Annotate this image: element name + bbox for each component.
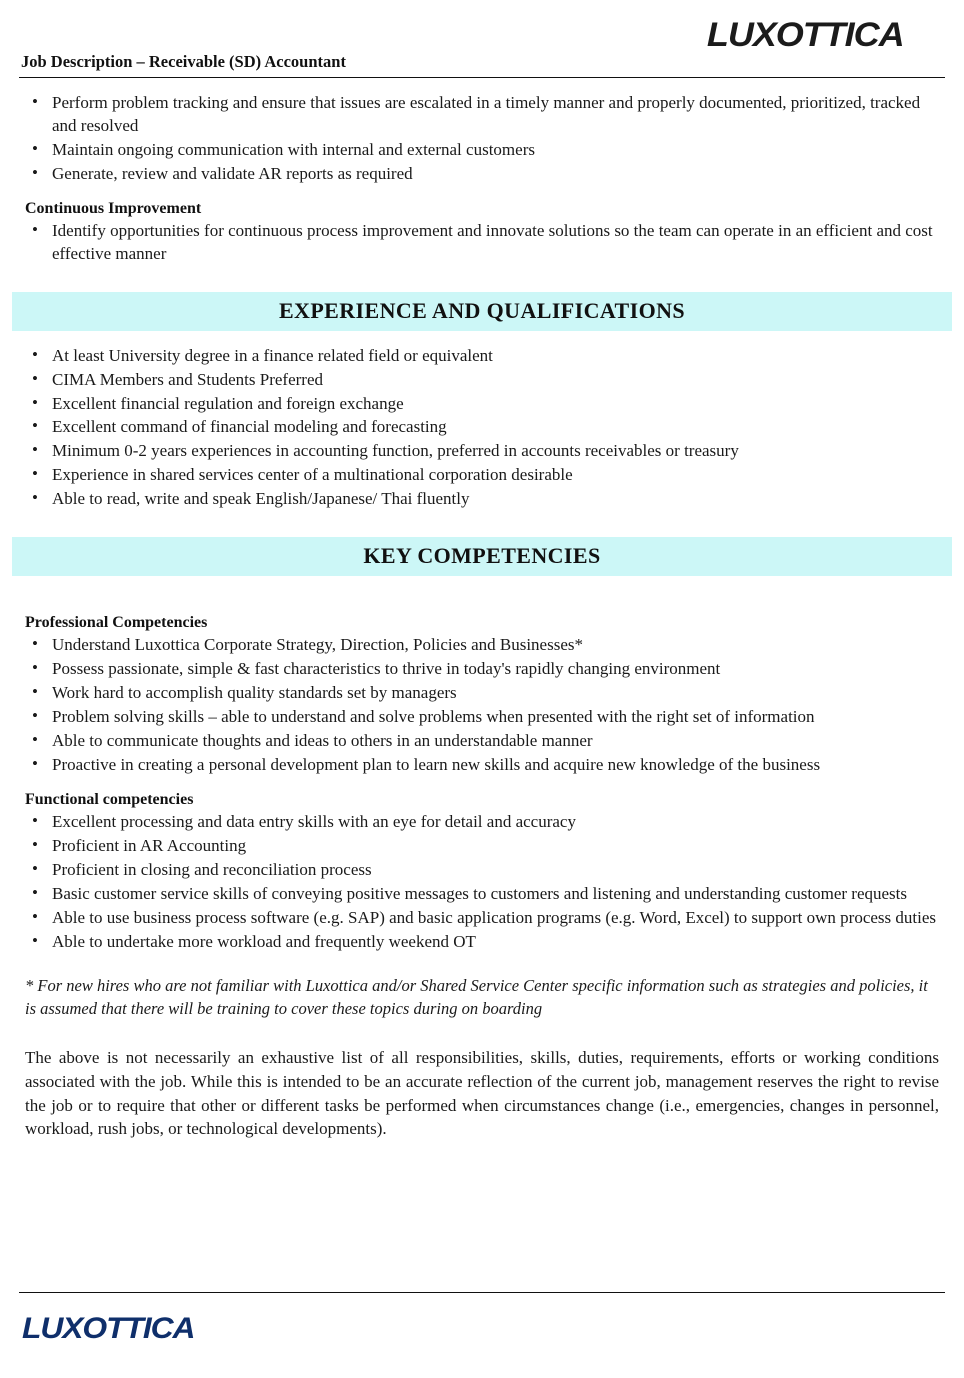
experience-bullet-list xyxy=(22,345,942,512)
header-divider xyxy=(19,77,945,78)
list-item: • Basic customer service skills of conveying positive messages to customers and listening and understanding customer requests xyxy=(22,883,942,906)
footer-divider xyxy=(19,1292,945,1293)
list-item: • Minimum 0-2 years experiences in accounting function, preferred in accounts receivables or treasury xyxy=(22,440,942,463)
list-item: • Perform problem tracking and ensure that issues are escalated in a timely manner and properly documented, prioritized, tracked and resolved xyxy=(22,92,942,138)
footnote-text: * For new hires who are not familiar with Luxottica and/or Shared Service Center specific information such as strategies and policies, it is assumed that there will be training to cover these topics during on boarding xyxy=(25,976,928,1018)
list-item: • CIMA Members and Students Preferred xyxy=(22,369,942,392)
luxottica-logo: LUXOTTICA xyxy=(707,16,904,54)
list-item: • Proficient in closing and reconciliation process xyxy=(22,859,942,882)
list-item: • Maintain ongoing communication with internal and external customers xyxy=(22,139,942,162)
page-title: Job Description – Receivable (SD) Accountant xyxy=(21,52,346,71)
list-item: • Work hard to accomplish quality standards set by managers xyxy=(22,682,942,705)
list-item: • Identify opportunities for continuous process improvement and innovate solutions so the team can operate in an efficient and cost effective manner xyxy=(22,220,942,266)
continuous-improvement-heading: Continuous Improvement xyxy=(25,199,202,217)
luxottica-footer-logo: LUXOTTICA xyxy=(22,1312,195,1345)
list-item: • Understand Luxottica Corporate Strategy, Direction, Policies and Businesses* xyxy=(22,634,942,657)
list-item: • Able to use business process software (e.g. SAP) and basic application programs (e.g. Word, Excel) to support own process duties xyxy=(22,907,942,930)
professional-competencies-list xyxy=(22,634,942,777)
professional-competencies-heading: Professional Competencies xyxy=(25,614,208,632)
list-item: • Able to read, write and speak English/Japanese/ Thai fluently xyxy=(22,488,942,511)
experience-section-banner: EXPERIENCE AND QUALIFICATIONS xyxy=(12,292,952,331)
top-bullet-list xyxy=(22,92,942,186)
list-item: • Excellent financial regulation and foreign exchange xyxy=(22,393,942,416)
list-item: • Generate, review and validate AR reports as required xyxy=(22,163,942,186)
document-footer xyxy=(0,1292,964,1378)
closing-paragraph: The above is not necessarily an exhaustive list of all responsibilities, skills, duties, requirements, efforts or working conditions associated with the job. While this is intended to be an accurate reflection of the current job, management reserves the right to revise the job or to require that other or different tasks be performed when circumstances change (i.e., emergencies, changes in personnel, workload, rush jobs, or technological developments). xyxy=(25,1047,939,1139)
list-item: • Excellent command of financial modeling and forecasting xyxy=(22,416,942,439)
document-body xyxy=(16,78,948,1141)
spacer xyxy=(22,590,942,600)
list-item: • Proficient in AR Accounting xyxy=(22,835,942,858)
document-header xyxy=(16,0,948,78)
list-item: • Able to communicate thoughts and ideas to others in an understandable manner xyxy=(22,730,942,753)
functional-competencies-list xyxy=(22,811,942,954)
list-item: • At least University degree in a finance related field or equivalent xyxy=(22,345,942,368)
competencies-section-banner: KEY COMPETENCIES xyxy=(12,537,952,576)
list-item: • Able to undertake more workload and frequently weekend OT xyxy=(22,931,942,954)
list-item: • Excellent processing and data entry skills with an eye for detail and accuracy xyxy=(22,811,942,834)
list-item: • Possess passionate, simple & fast characteristics to thrive in today's rapidly changing environment xyxy=(22,658,942,681)
functional-competencies-heading: Functional competencies xyxy=(25,790,194,808)
list-item: • Proactive in creating a personal development plan to learn new skills and acquire new knowledge of the business xyxy=(22,754,942,777)
continuous-improvement-list xyxy=(22,220,942,266)
list-item: • Experience in shared services center of a multinational corporation desirable xyxy=(22,464,942,487)
list-item: • Problem solving skills – able to understand and solve problems when presented with the right set of information xyxy=(22,706,942,729)
